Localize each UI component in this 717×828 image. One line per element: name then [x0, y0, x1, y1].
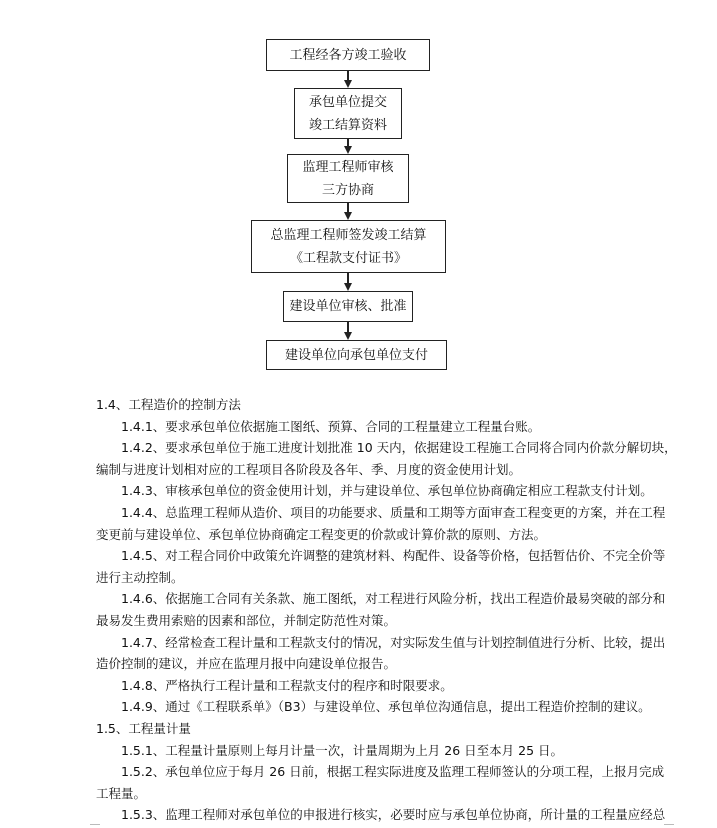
- page-corner-mark: [90, 824, 100, 825]
- paragraph-line: 1.4.5、对工程合同价中政策允许调整的建筑材料、构配件、设备等价格，包括暂估价、不完全价等: [121, 548, 666, 564]
- paragraph-line: 1.4.8、严格执行工程计量和工程款支付的程序和时限要求。: [121, 677, 453, 693]
- paragraph-line: 1.4.4、总监理工程师从造价、项目的功能要求、质量和工期等方面审查工程变更的方案，并在工程: [121, 504, 666, 520]
- paragraph-line: 造价控制的建议，并应在监理月报中向建设单位报告。: [96, 656, 397, 672]
- flow-step-owner-approval: [283, 291, 413, 322]
- flow-step-text: 《工程款支付证书》: [289, 250, 407, 266]
- paragraph-line: 1.4.2、要求承包单位于施工进度计划批准 10 天内，依据建设工程施工合同将合同内价款分解切块，: [121, 440, 677, 456]
- flow-step-text: 监理工程师审核: [302, 159, 394, 175]
- flow-step-submit-settlement: [294, 88, 402, 139]
- paragraph-line: 工程量。: [96, 785, 147, 801]
- flow-step-engineer-review: [287, 154, 409, 203]
- section-heading: 1.5、工程量计量: [96, 720, 191, 736]
- section-heading: 1.4、工程造价的控制方法: [96, 397, 241, 412]
- paragraph-line: 变更前与建设单位、承包单位协商确定工程变更的价款或计算价款的原则、方法。: [96, 526, 547, 542]
- flow-step-owner-pays-contractor: [266, 340, 447, 370]
- paragraph-line: 1.4.3、审核承包单位的资金使用计划，并与建设单位、承包单位协商确定相应工程款支付计划。: [121, 483, 653, 499]
- paragraph-line: 1.4.7、经常检查工程计量和工程款支付的情况，对实际发生值与计划控制值进行分析、比较，提出: [121, 634, 666, 650]
- flow-step-text: 承包单位提交: [308, 94, 387, 110]
- paragraph-line: 最易发生费用索赔的因素和部位，并制定防范性对策。: [96, 612, 397, 628]
- document-body: [96, 394, 677, 826]
- flow-step-text: 建设单位审核、批准: [289, 299, 407, 314]
- paragraph-line: 编制与进度计划相对应的工程项目各阶段及各年、季、月度的资金使用计划。: [96, 461, 522, 477]
- flow-step-text: 工程经各方竣工验收: [289, 47, 407, 63]
- paragraph-line: 1.4.1、要求承包单位依据施工图纸、预算、合同的工程量建立工程量台账。: [121, 418, 541, 434]
- flow-step-text: 建设单位向承包单位支付: [284, 347, 428, 363]
- paragraph-line: 进行主动控制。: [96, 569, 184, 585]
- paragraph-line: 1.5.3、监理工程师对承包单位的申报进行核实，必要时应与承包单位协商，所计量的工程量应经总: [121, 807, 666, 823]
- flow-step-chief-signs-certificate: [251, 220, 446, 273]
- paragraph-line: 1.4.9、通过《工程联系单》（B3）与建设单位、承包单位沟通信息，提出工程造价控制的建议。: [121, 699, 651, 715]
- paragraph-line: 1.4.6、依据施工合同有关条款、施工图纸，对工程进行风险分析，找出工程造价最易突破的部分和: [121, 591, 666, 607]
- page-corner-mark: [664, 824, 674, 825]
- paragraph-line: 1.5.2、承包单位应于每月 26 日前，根据工程实际进度及监理工程师签认的分项工程，上报月完成: [121, 764, 665, 780]
- flow-step-text: 总监理工程师签发竣工结算: [270, 227, 427, 243]
- paragraph-line: 1.5.1、工程量计量原则上每月计量一次，计量周期为上月 26 日至本月 25 日。: [121, 742, 564, 758]
- flow-step-text: 三方协商: [321, 182, 374, 198]
- flow-step-completion-acceptance: [266, 39, 430, 71]
- flow-step-text: 竣工结算资料: [308, 117, 387, 133]
